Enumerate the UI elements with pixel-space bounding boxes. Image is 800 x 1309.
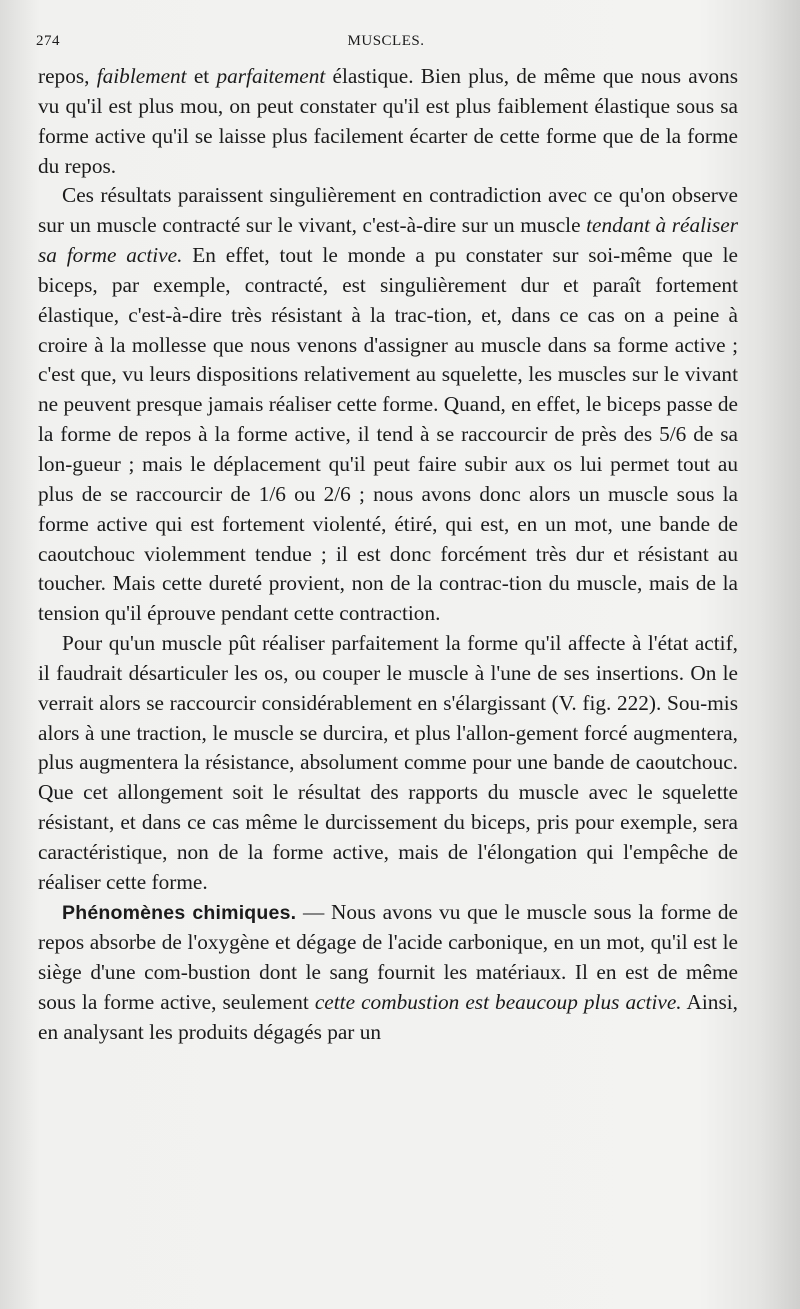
page-number: 274: [36, 33, 60, 49]
text-segment: Ainsi, en analysant les produits dégagés par un: [38, 990, 738, 1044]
text-segment: élastique. Bien plus, de même que nous avons vu qu'il est plus mou, on peut constater qu'il est plus faiblement élastique sous sa forme active qu'il se laisse plus facilement écarter de cette forme que de la forme du repos.: [38, 64, 738, 178]
italic-segment: faiblement: [96, 64, 187, 88]
text-segment: et: [186, 64, 217, 88]
text-segment: En effet, tout le monde a pu constater sur soi-même que le biceps, par exemple, contracté, est singulièrement dur et paraît fortement élastique, c'est-à-dire très résistant à la trac-tion, et, dans ce cas on a peine à croire à la mollesse que nous venons d'assigner au muscle dans sa forme active ; c'est que, vu leurs dispositions relativement au squelette, les muscles sur le vivant ne peuvent presque jamais réaliser cette forme. Quand, en effet, le biceps passe de la forme de repos à la forme active, il tend à se raccourcir de près des 5/6 de sa lon-gueur ; mais le déplacement qu'il peut faire subir aux os lui permet tout au plus de se raccourcir de 1/6 ou 2/6 ; nous avons donc alors un muscle sous la forme active qui est fortement violenté, étiré, qui est, en un mot, une bande de caoutchouc violemment tendue ; il est donc forcément très dur et résistant au toucher. Mais cette dureté provient, non de la contrac-tion du muscle, mais de la tension qu'il éprouve pendant cette contraction.: [38, 243, 738, 626]
paragraph-1: [38, 62, 738, 181]
section-heading: Phénomènes chimiques.: [62, 901, 297, 924]
paragraph-2: [38, 181, 738, 629]
italic-segment: parfaitement: [216, 64, 326, 88]
body-text: [38, 62, 738, 1048]
text-segment: Ces résultats paraissent singulièrement en contradiction avec ce qu'on observe sur un muscle contracté sur le vivant, c'est-à-dire sur un muscle: [38, 183, 738, 238]
italic-segment: tendant à réaliser sa forme active.: [38, 213, 739, 268]
paragraph-4: [38, 898, 738, 1048]
paragraph-3: [38, 629, 738, 898]
italic-segment: cette combustion est beaucoup plus active.: [314, 990, 682, 1015]
page-header: [36, 33, 736, 55]
running-head: MUSCLES.: [347, 33, 425, 49]
text-segment: repos,: [38, 64, 97, 88]
text-segment: — Nous avons vu que le muscle sous la forme de repos absorbe de l'oxygène et dégage de l'acide carbonique, en un mot, qu'il est le siège d'une com-bustion dont le sang fournit les matériaux. Il en est de même sous la forme active, seulement: [38, 899, 738, 1015]
text-segment: Pour qu'un muscle pût réaliser parfaitement la forme qu'il affecte à l'état actif, il faudrait désarticuler les os, ou couper le muscle à l'une de ses insertions. On le verrait alors se raccourcir considérablement en s'élargissant (V. fig. 222). Sou-mis alors à une traction, le muscle se durcira, et plus l'allon-gement forcé augmentera, plus augmentera la résistance, absolument comme pour une bande de caoutchouc. Que cet allongement soit le résultat des rapports du muscle avec le squelette résistant, et dans ce cas même le durcissement du biceps, pris pour exemple, sera caractéristique, non de la forme active, mais de l'élongation qui l'empêche de réaliser cette forme.: [38, 631, 738, 894]
